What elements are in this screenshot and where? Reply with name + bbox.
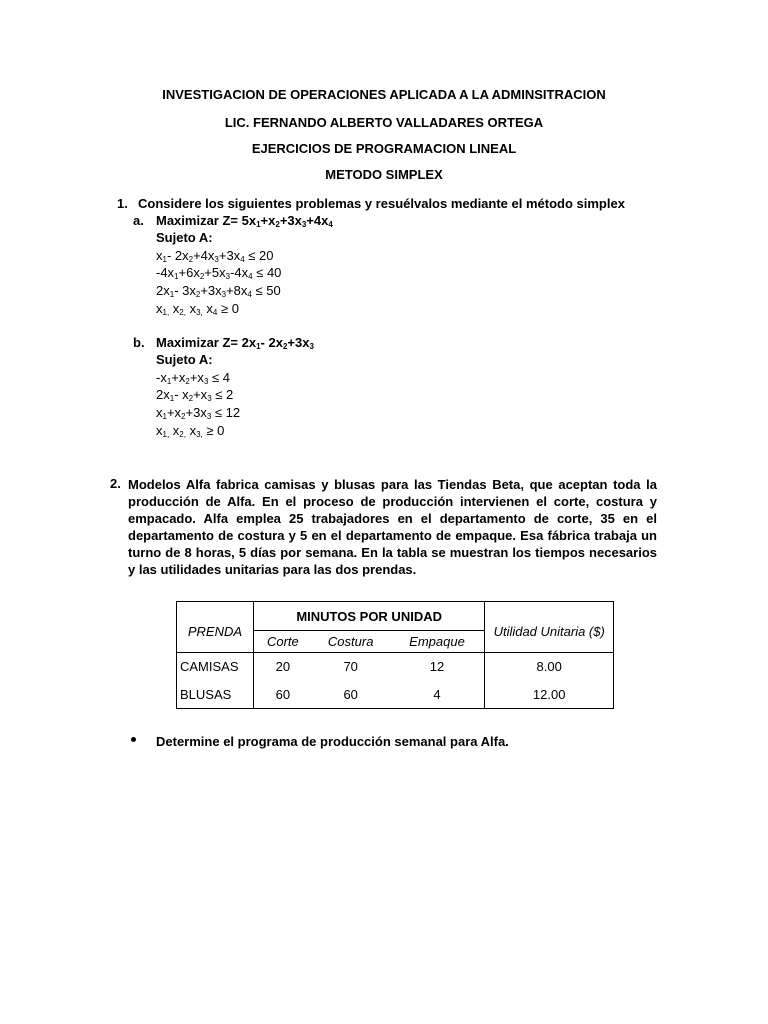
q1b-objective: Maximizar $Z= 2x_1-$ $2x_2+3x_3$ <box>156 335 314 351</box>
q1a-nonneg: $x_{1,}$ $x_{2,}$ $x_{3,}$ $x_4 \ge 0$ <box>156 301 239 317</box>
q1b-constraint-1: $-x_1+x_2+x_3 \le 4$ <box>156 370 230 386</box>
cell-prenda: CAMISAS <box>177 653 254 681</box>
production-table <box>176 601 614 709</box>
cell-prenda: BLUSAS <box>177 681 254 709</box>
q1a-objective: Maximizar $Z= 5x_1+x_2+3x_3+4x_4$ <box>156 213 333 229</box>
table-row <box>177 653 614 681</box>
col-corte-header: Corte <box>266 634 299 649</box>
cell-empaque: 4 <box>390 681 485 709</box>
doc-method: METODO SIMPLEX <box>325 167 443 182</box>
cell-costura: 60 <box>343 686 358 702</box>
q1b-constraint-3: $x_1+x_2+3x_3 \le 12$ <box>156 405 241 421</box>
cell-costura: 70 <box>343 659 358 675</box>
doc-author: LIC. FERNANDO ALBERTO VALLADARES ORTEGA <box>224 115 544 130</box>
cell-empaque: 12 <box>390 653 485 681</box>
table-row <box>177 681 614 709</box>
cell-corte: 20 <box>275 659 291 675</box>
q1-text: Considere los siguientes problemas y resuélvalos mediante el método simplex <box>138 196 625 211</box>
col-empaque-header: Empaque <box>390 631 485 653</box>
q1b-sujeto: Sujeto A: <box>156 352 213 367</box>
group-header: MINUTOS POR UNIDAD <box>253 602 484 631</box>
cell-utilidad: 8.00 <box>485 653 614 681</box>
q2-bullet-text: Determine el programa de producción semanal para Alfa. <box>156 734 509 749</box>
q1a-constraint-2: $-4x_1+6x_2+5x_3-4x_4 \le 40$ <box>156 265 282 281</box>
q1a-constraint-1: $x_1-$ $2x_2+4x_3+3x_4 \le 20$ <box>156 248 274 264</box>
col-prenda-header: PRENDA <box>177 602 254 653</box>
cell-corte: 60 <box>275 686 291 702</box>
q1a-constraint-3: $2x_1-$ $3x_2+3x_3+8x_4 \le 50$ <box>156 283 281 299</box>
q1b-constraint-2: $2x_1-$ $x_2+x_3 \le 2$ <box>156 387 234 403</box>
q2-text: Modelos Alfa fabrica camisas y blusas para las Tiendas Beta, que aceptan toda la producción de Alfa. En el proceso de producción intervienen el corte, costura y empacado. Alfa emplea 25 trabajadores en el departamento de corte, 35 en el departamento de costura y 5 en el departamento de empaque. Esa fábrica trabaja un turno de 8 horas, 5 días por semana. En la tabla se muestran los tiempos necesarios y las utilidades unitarias para las dos prendas. <box>128 477 657 577</box>
q1-number: 1. <box>117 196 128 211</box>
cell-utilidad: 12.00 <box>485 681 614 709</box>
col-costura-header: Costura <box>327 634 374 649</box>
doc-subtitle: EJERCICIOS DE PROGRAMACION LINEAL <box>251 141 517 156</box>
doc-title: INVESTIGACION DE OPERACIONES APLICADA A LA ADMINSITRACION <box>162 87 606 102</box>
q1b-nonneg: $x_{1,}$ $x_{2,}$ $x_{3,} \ge 0$ <box>156 423 225 439</box>
q1b-label: b. <box>133 335 145 350</box>
col-utilidad-header: Utilidad Unitaria ($) <box>485 602 614 653</box>
bullet-icon <box>131 737 136 742</box>
q2-number: 2. <box>110 476 121 491</box>
q1a-sujeto: Sujeto A: <box>156 230 213 245</box>
q1a-label: a. <box>133 213 144 228</box>
